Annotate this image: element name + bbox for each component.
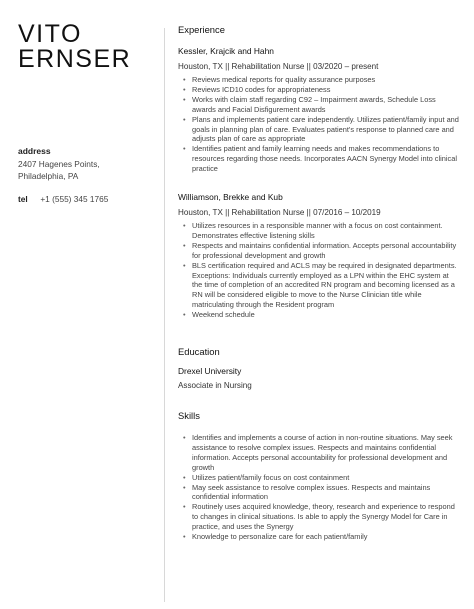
job-1-bullets: [178, 75, 460, 174]
education-heading: Education: [178, 346, 220, 357]
list-item: • Reviews ICD10 codes for appropriateness: [192, 85, 460, 95]
list-item: • Utilizes resources in a responsible manner with a focus on cost containment. Demonstrates effective listening skills: [192, 221, 460, 241]
address-line-2: Philadelphia, PA: [18, 171, 79, 181]
first-name: VITO: [18, 20, 82, 48]
tel-row: [18, 194, 108, 204]
address-value: [18, 158, 100, 182]
list-item: • Routinely uses acquired knowledge, theory, research and experience to respond to changes in clinical situations. Is able to apply the Synergy Model for Care in practice, and uses the Synergy: [192, 502, 460, 532]
job-2-company: Williamson, Brekke and Kub: [178, 192, 283, 202]
list-item: • Identifies and implements a course of action in non-routine situations. May seek assistance to resolve complex issues. Respects and maintains confidential information. Accepts personal accountability for professional development and growth: [192, 433, 460, 473]
list-item: • Works with claim staff regarding C92 – Impairment awards, Schedule Loss awards and Facial Disfigurement awards: [192, 95, 460, 115]
education-school: Drexel University: [178, 366, 242, 376]
list-item: • Plans and implements patient care independently. Utilizes patient/family input and goals in planning plan of care. Evaluates patient's response to planned care and adjusts plan of care as appropriate: [192, 115, 460, 145]
job-2-details: Houston, TX || Rehabilitation Nurse || 07/2016 – 10/2019: [178, 208, 381, 217]
list-item: • Respects and maintains confidential information. Accepts personal accountability for professional development and growth: [192, 241, 460, 261]
list-item: • May seek assistance to resolve complex issues. Respects and maintains confidential information: [192, 483, 460, 503]
address-label: address: [18, 146, 51, 156]
skills-heading: Skills: [178, 410, 200, 421]
list-item: • Utilizes patient/family focus on cost containment: [192, 473, 460, 483]
column-divider: [164, 28, 165, 602]
job-2-bullets: [178, 221, 460, 320]
list-item: • Identifies patient and family learning needs and makes recommendations to resources regarding those needs. Incorporates AACN Synergy Model into clinical practice: [192, 144, 460, 174]
list-item: • Reviews medical reports for quality assurance purposes: [192, 75, 460, 85]
address-line-1: 2407 Hagenes Points,: [18, 159, 100, 169]
list-item: • Knowledge to personalize care for each patient/family: [192, 532, 460, 542]
skills-bullets: [178, 433, 460, 542]
job-1-details: Houston, TX || Rehabilitation Nurse || 03/2020 – present: [178, 62, 379, 71]
last-name: ERNSER: [18, 45, 132, 73]
job-1-company: Kessler, Krajcik and Hahn: [178, 46, 274, 56]
name-block: [18, 22, 148, 72]
tel-label: tel: [18, 194, 28, 204]
experience-heading: Experience: [178, 24, 225, 35]
list-item: • Weekend schedule: [192, 310, 460, 320]
candidate-name: [18, 22, 148, 72]
tel-value: +1 (555) 345 1765: [40, 194, 109, 204]
education-degree: Associate in Nursing: [178, 381, 252, 390]
list-item: • BLS certification required and ACLS may be required in designated departments. Exceptions: Individuals currently employed as a LPN within the EHC system at the time of completion of an accredited RN program and becoming licensed as a RN will be considered eligible to move to the Nurse Clinician title while matriculating through the Resident program: [192, 261, 460, 311]
